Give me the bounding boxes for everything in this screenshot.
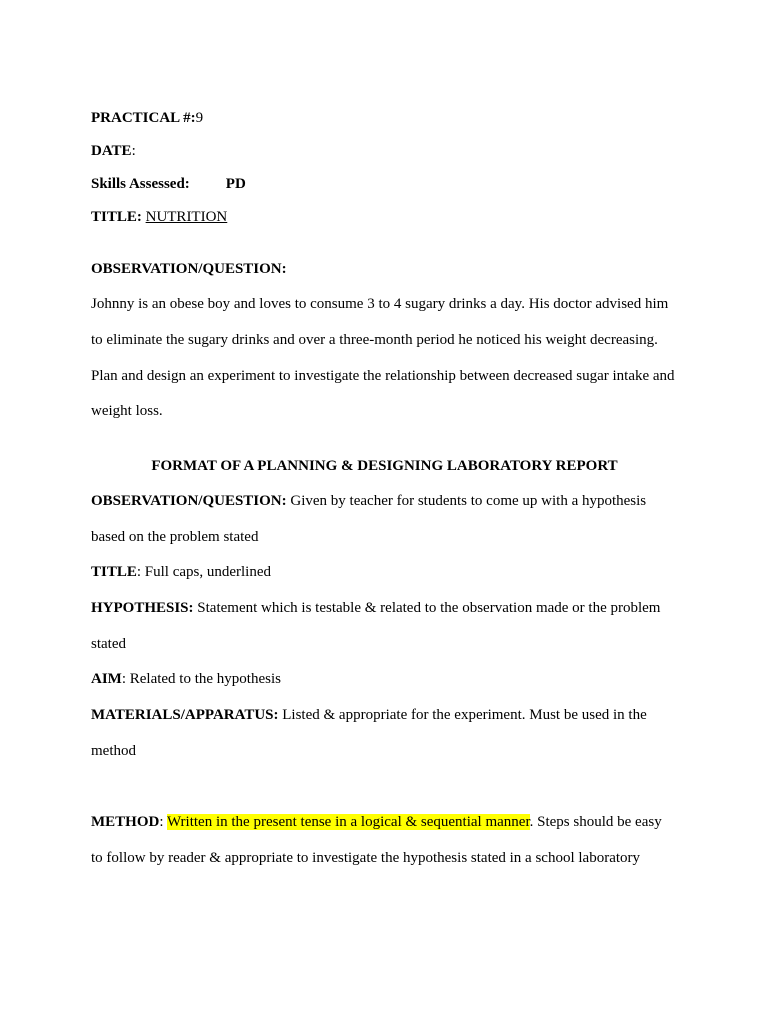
observation-line-4: weight loss. bbox=[91, 403, 163, 419]
format-observation-line-1: OBSERVATION/QUESTION: Given by teacher for students to come up with a hypothesis bbox=[91, 493, 647, 509]
format-method-label: METHOD bbox=[91, 814, 160, 830]
method-highlight: Written in the present tense in a logical & sequential manner bbox=[167, 814, 530, 830]
date-label: DATE bbox=[91, 143, 132, 159]
format-hypothesis-line-1: HYPOTHESIS: Statement which is testable & related to the observation made or the problem bbox=[91, 600, 661, 616]
skills-label: Skills Assessed: bbox=[91, 176, 190, 192]
skills-line bbox=[91, 175, 246, 193]
format-method-line-1: METHOD: Written in the present tense in a logical & sequential manner. Steps should be easy bbox=[91, 814, 662, 830]
title-value: NUTRITION bbox=[145, 209, 228, 225]
date-line bbox=[91, 142, 136, 160]
skills-value: PD bbox=[225, 176, 246, 192]
format-heading: FORMAT OF A PLANNING & DESIGNING LABORATORY REPORT bbox=[151, 458, 618, 474]
format-observation-line-2: based on the problem stated bbox=[91, 529, 259, 545]
observation-line-1: Johnny is an obese boy and loves to consume 3 to 4 sugary drinks a day. His doctor advised him bbox=[91, 296, 669, 312]
format-observation-label: OBSERVATION/QUESTION: bbox=[91, 493, 287, 509]
format-materials-label: MATERIALS/APPARATUS: bbox=[91, 707, 279, 723]
observation-line-3: Plan and design an experiment to investigate the relationship between decreased sugar intake and bbox=[91, 368, 675, 384]
format-materials-line-2: method bbox=[91, 743, 136, 759]
practical-value: 9 bbox=[195, 110, 204, 126]
format-materials-line-1: MATERIALS/APPARATUS: Listed & appropriate for the experiment. Must be used in the bbox=[91, 707, 647, 723]
format-title-line: TITLE: Full caps, underlined bbox=[91, 564, 272, 580]
practical-line bbox=[91, 109, 203, 127]
title-label: TITLE: bbox=[91, 209, 142, 225]
format-aim-label: AIM bbox=[91, 671, 122, 687]
format-hypothesis-label: HYPOTHESIS: bbox=[91, 600, 194, 616]
practical-label: PRACTICAL #: bbox=[91, 110, 196, 126]
format-title-label: TITLE bbox=[91, 564, 137, 580]
title-line bbox=[91, 208, 227, 226]
format-method-line-2: to follow by reader & appropriate to investigate the hypothesis stated in a school laboratory bbox=[91, 850, 641, 866]
format-hypothesis-line-2: stated bbox=[91, 636, 126, 652]
observation-line-2: to eliminate the sugary drinks and over a three-month period he noticed his weight decreasing. bbox=[91, 332, 658, 348]
format-aim-line: AIM: Related to the hypothesis bbox=[91, 671, 281, 687]
date-colon: : bbox=[131, 143, 136, 159]
observation-heading: OBSERVATION/QUESTION: bbox=[91, 261, 287, 277]
